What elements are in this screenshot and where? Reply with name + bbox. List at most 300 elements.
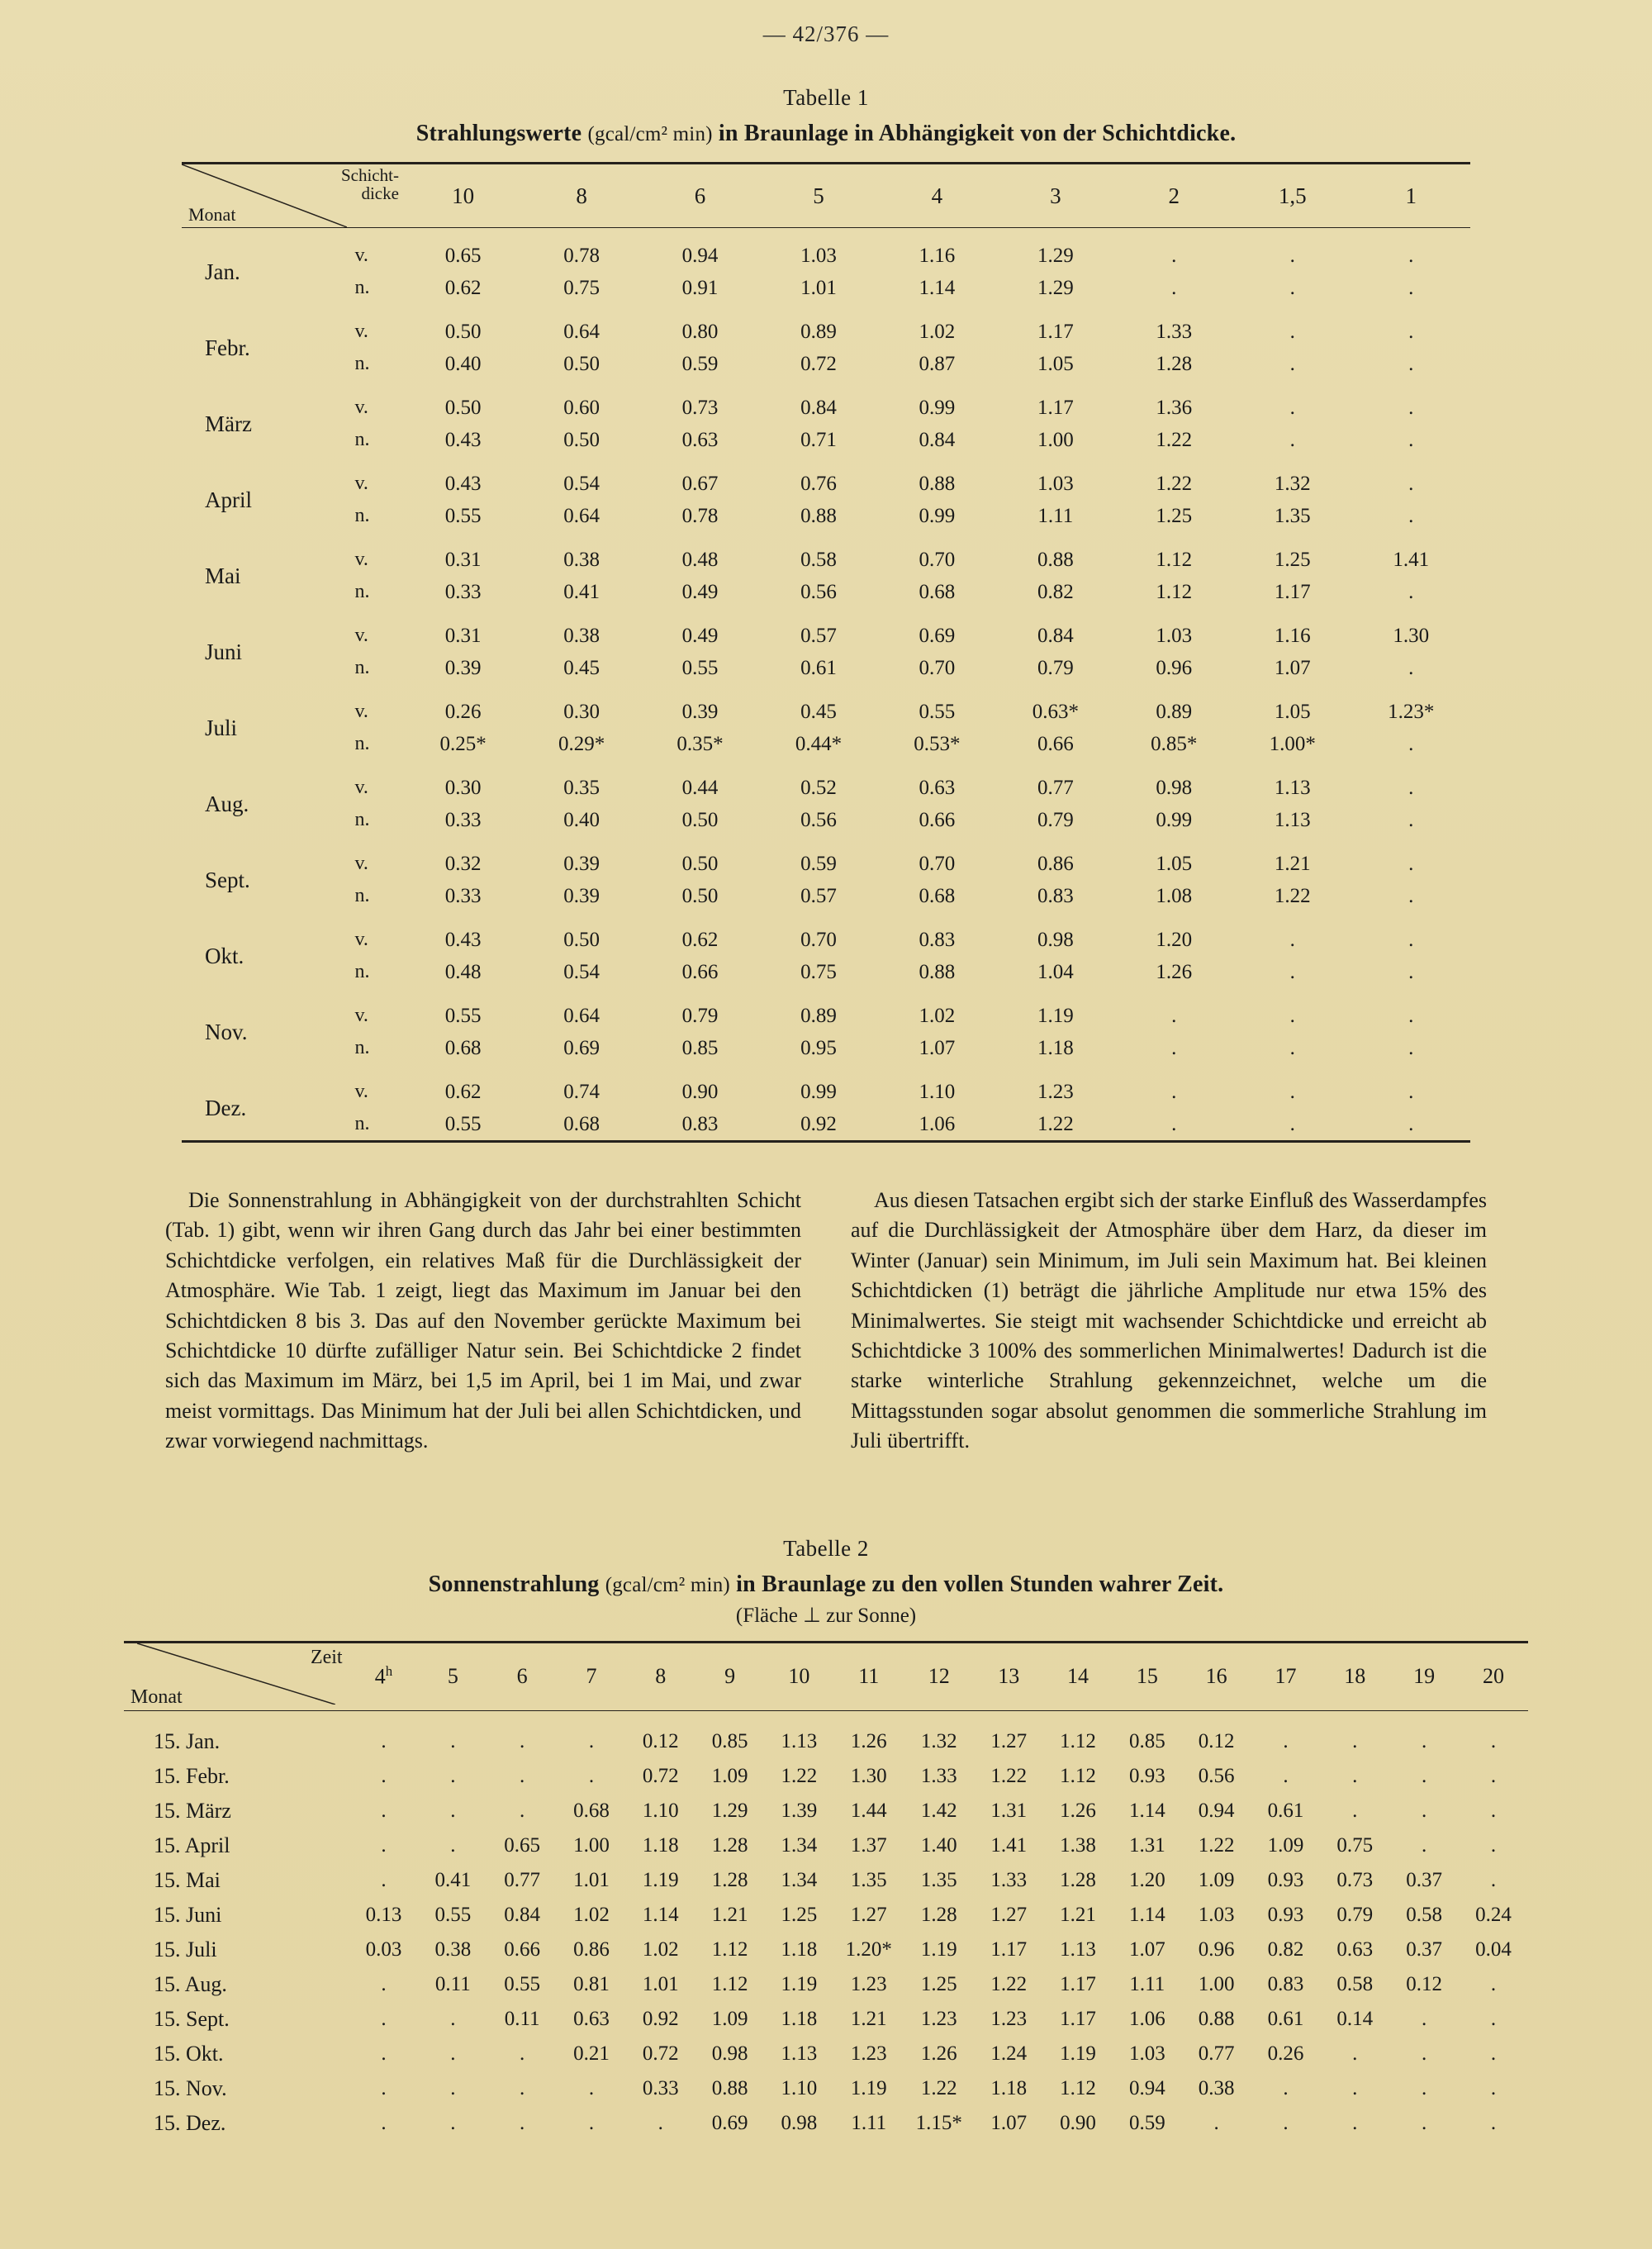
table2-cell: . — [657, 2111, 663, 2134]
table2-row — [124, 1710, 1528, 1759]
table1-cell: 0.88 — [800, 504, 837, 527]
table2-cell: 1.23 — [850, 1972, 887, 1995]
table1-cell: 0.62 — [444, 276, 482, 299]
table1-row-period: v. — [354, 473, 368, 494]
table1-cell: 0.40 — [444, 352, 482, 375]
table1-cell: . — [1289, 1080, 1295, 1103]
table1-cell: 1.29 — [1037, 276, 1074, 299]
table1-cell: 1.06 — [919, 1112, 956, 1135]
table2-cell: 1.20 — [1128, 1868, 1165, 1891]
table1-cell: 0.61 — [800, 656, 837, 679]
table1-cell: . — [1408, 732, 1414, 755]
table1-cell: 0.67 — [681, 472, 719, 495]
table1-cell: 0.63 — [919, 776, 956, 799]
table1-cell: 0.68 — [919, 580, 956, 603]
table2-cell: . — [1490, 2007, 1497, 2030]
table2-cell: 0.94 — [1128, 2076, 1165, 2099]
table1-cell: 0.50 — [563, 928, 600, 951]
table1-row — [182, 1108, 1470, 1142]
table1-row-period: v. — [354, 853, 368, 874]
table1-row-month: Mai — [205, 563, 241, 588]
table1-caption-units: (gcal/cm² min) — [587, 123, 713, 145]
table1-cell: 0.88 — [919, 960, 956, 983]
table1-cell: 0.85* — [1151, 732, 1198, 755]
table1-cell: 0.85 — [681, 1036, 719, 1059]
table2-cell: 1.12 — [1060, 1764, 1096, 1787]
table1-cell: 1.17 — [1037, 396, 1074, 419]
table1-cell: 1.26 — [1156, 960, 1193, 983]
table2-cell: . — [1352, 2111, 1358, 2134]
table1-head — [182, 164, 1470, 228]
table1-cell: . — [1408, 960, 1414, 983]
table2-cell: 0.11 — [504, 2007, 540, 2030]
table1-cell: 1.20 — [1156, 928, 1193, 951]
table1-cell: 0.70 — [919, 852, 956, 875]
table2-cell: 1.00 — [573, 1833, 610, 1857]
table2-cell: . — [381, 1799, 387, 1822]
table1-cell: 0.43 — [444, 428, 482, 451]
table1-cell: 0.31 — [444, 624, 482, 647]
table1-cell: 0.59 — [800, 852, 837, 875]
table2-cell: 0.37 — [1406, 1938, 1442, 1961]
table1-row — [182, 956, 1470, 988]
table2-caption-sub: (Fläche ⊥ zur Sonne) — [735, 1604, 917, 1627]
table2-cell: 1.17 — [1060, 1972, 1096, 1995]
table1-cell: 0.57 — [800, 884, 837, 907]
table2-cell: 1.29 — [711, 1799, 748, 1822]
table2-cell: 0.56 — [1198, 1764, 1235, 1787]
table2-cell: 1.20* — [845, 1938, 892, 1961]
table2-cell: 0.68 — [573, 1799, 610, 1822]
table2-cell: 1.03 — [1198, 1903, 1235, 1926]
table2-cell: . — [1490, 1868, 1497, 1891]
table2-cell: 1.33 — [920, 1764, 957, 1787]
table2-cell: . — [1421, 1799, 1427, 1822]
table1-cell: . — [1408, 580, 1414, 603]
table2-cell: . — [588, 2111, 595, 2134]
table2-cell: 1.26 — [850, 1729, 887, 1752]
table1-cell: 0.49 — [681, 624, 719, 647]
table2-cell: 1.21 — [711, 1903, 748, 1926]
table1-cell: 0.88 — [919, 472, 956, 495]
table1-corner-label-top — [341, 166, 399, 202]
table2-row-date: 15. Jan. — [154, 1728, 221, 1753]
table1-cell: 0.43 — [444, 928, 482, 951]
table1-row — [182, 424, 1470, 456]
table2-cell: 0.90 — [1060, 2111, 1096, 2134]
table2-cell: . — [520, 1799, 525, 1822]
table1-cell: 0.66 — [681, 960, 719, 983]
table1-cell: 0.69 — [919, 624, 956, 647]
table2-cell: 1.19 — [1060, 2042, 1096, 2065]
table2-cell: . — [1283, 2111, 1289, 2134]
table1-cell: 1.22 — [1156, 428, 1193, 451]
table1-cell: 0.83 — [919, 928, 956, 951]
table2-header-row — [124, 1642, 1528, 1710]
table2-cell: 1.18 — [990, 2076, 1028, 2099]
table2-row — [124, 2037, 1528, 2071]
table1-cell: . — [1289, 428, 1295, 451]
table1-cell: 0.99 — [919, 504, 956, 527]
body-paragraph-left: Die Sonnenstrahlung in Abhängigkeit von der durchstrahlten Schicht (Tab. 1) gibt, wenn wir ihren Gang durch das Jahr bei einer bestimmten Schichtdicke verfolgen, ein relatives Maß für die Durchlässigkeit der Atmosphäre. Wie Tab. 1 zeigt, liegt das Maximum im Januar bei den Schichtdicken 8 bis 3. Das auf den November gerückte Maximum bei Schichtdicke 10 dürfte zufälliger Natur sein. Bei Schichtdicke 2 findet sich das Maximum im März, bei 1,5 im April, bei 1 im Mai, und zwar meist vormittags. Das Minimum hat der Juli bei allen Schichtdicken, und zwar vorwiegend nachmittags. — [165, 1188, 801, 1453]
table2-row — [124, 1828, 1528, 1863]
table2-cell: 0.63 — [573, 2007, 610, 2030]
table1-cell: 1.19 — [1037, 1004, 1074, 1027]
table1-cell: 1.14 — [919, 276, 956, 299]
table1-cell: 0.76 — [800, 472, 837, 495]
table2-cell: . — [1213, 2111, 1219, 2134]
table2-cell: 1.25 — [781, 1903, 818, 1926]
table1-cell: 0.54 — [563, 472, 600, 495]
table2-cell: . — [1490, 1833, 1497, 1857]
table1-cell: . — [1408, 928, 1414, 951]
table2-cell: 1.26 — [920, 2042, 957, 2065]
table2-row — [124, 2106, 1528, 2141]
table1-cell: 1.02 — [919, 1004, 956, 1027]
table2-cell: . — [1352, 1799, 1358, 1822]
table1-cell: . — [1171, 1080, 1177, 1103]
table2-cell: 1.22 — [781, 1764, 818, 1787]
table2-cell: . — [381, 2007, 387, 2030]
table1-row — [182, 728, 1470, 760]
table1-row-month: Okt. — [205, 943, 244, 968]
table2-cell: 1.22 — [990, 1972, 1028, 1995]
table2-cell: 0.98 — [711, 2042, 748, 2065]
table1-cell: . — [1408, 808, 1414, 831]
table1-cell: . — [1408, 1112, 1414, 1135]
table2-cell: 1.19 — [781, 1972, 818, 1995]
table2-cell: 0.88 — [711, 2076, 748, 2099]
table2-cell: . — [520, 2042, 525, 2065]
table1-cell: 0.71 — [800, 428, 837, 451]
table2-cell: 0.86 — [573, 1938, 610, 1961]
table1-row — [182, 608, 1470, 652]
table2-cell: 0.13 — [365, 1903, 402, 1926]
table2-cell: 0.83 — [1267, 1972, 1304, 1995]
table1-cell: 0.66 — [919, 808, 956, 831]
table1-cell: . — [1408, 1004, 1414, 1027]
table1-cell: 1.33 — [1156, 320, 1193, 343]
table2-cell: 0.94 — [1198, 1799, 1235, 1822]
table1-cell: 0.92 — [800, 1112, 837, 1135]
table2-cell: 1.11 — [851, 2111, 887, 2134]
table1 — [182, 162, 1470, 1143]
table1-cell: 0.83 — [1037, 884, 1074, 907]
table1-cell: . — [1289, 960, 1295, 983]
table2-col-header: 10 — [788, 1664, 810, 1689]
table2-caption-units: (gcal/cm² min) — [605, 1573, 730, 1596]
table1-row — [182, 272, 1470, 304]
table1-row-period: v. — [354, 701, 368, 722]
table1-row-month: Nov. — [205, 1019, 248, 1044]
table2-cell: 1.21 — [1060, 1903, 1096, 1926]
table1-cell: 0.69 — [563, 1036, 600, 1059]
table2-cell: 1.25 — [920, 1972, 957, 1995]
table2-row-date: 15. April — [154, 1833, 230, 1857]
table1-cell: 1.23 — [1037, 1080, 1074, 1103]
table1-cell: 0.99 — [919, 396, 956, 419]
table2-cell: . — [1352, 2076, 1358, 2099]
table2-col-header: 8 — [655, 1664, 667, 1689]
table1-cell: 1.22 — [1037, 1112, 1074, 1135]
table2-row-date: 15. März — [154, 1798, 231, 1823]
table1-cell: 0.64 — [563, 504, 600, 527]
table2-cell: 0.69 — [711, 2111, 748, 2134]
table2-cell: . — [588, 1764, 595, 1787]
table2-cell: 0.92 — [642, 2007, 679, 2030]
table2-row — [124, 1863, 1528, 1898]
table2-cell: 1.12 — [711, 1972, 748, 1995]
table2-cell: . — [450, 1799, 456, 1822]
table1-cell: . — [1171, 1112, 1177, 1135]
table1-cell: 0.89 — [1156, 700, 1193, 723]
table1-row-period: v. — [354, 397, 368, 418]
table2-row — [124, 1759, 1528, 1794]
table1-row — [182, 652, 1470, 684]
table2-cell: 0.88 — [1198, 2007, 1235, 2030]
table1-cell: 0.72 — [800, 352, 837, 375]
table1-corner-cell — [182, 164, 404, 228]
table1-cell: 0.44* — [795, 732, 843, 755]
table2-row-date: 15. Febr. — [154, 1763, 230, 1788]
table1-cell: 0.75 — [563, 276, 600, 299]
table1-cell: . — [1408, 504, 1414, 527]
table1-cell: . — [1408, 1036, 1414, 1059]
table2-cell: 1.15* — [915, 2111, 962, 2134]
table2-cell: 0.75 — [1336, 1833, 1374, 1857]
table2-cell: 0.65 — [504, 1833, 540, 1857]
table1-cell: 0.48 — [681, 548, 719, 571]
table1-row-month: März — [205, 411, 252, 436]
table1-cell: 0.49 — [681, 580, 719, 603]
table1-col-header: 10 — [452, 183, 475, 208]
table2-cell: . — [520, 2076, 525, 2099]
table1-row — [182, 912, 1470, 956]
table1-cell: 0.52 — [800, 776, 837, 799]
table1-cell: 0.40 — [563, 808, 600, 831]
table2-cell: 1.13 — [781, 1729, 818, 1752]
table1-cell: 1.18 — [1037, 1036, 1074, 1059]
table1-cell: 0.54 — [563, 960, 600, 983]
table2-cell: . — [1352, 1729, 1358, 1752]
table2-cell: 1.18 — [781, 2007, 818, 2030]
table1-row-month: April — [205, 487, 252, 512]
table1-cell: . — [1408, 884, 1414, 907]
table2-cell: . — [1490, 2042, 1497, 2065]
table2-cell: 0.98 — [781, 2111, 818, 2134]
table2-cell: 0.24 — [1475, 1903, 1512, 1926]
table1-cell: 1.05 — [1037, 352, 1074, 375]
table2-cell: 1.00 — [1198, 1972, 1235, 1995]
table2-caption-part2: in Braunlage zu den vollen Stunden wahrer Zeit. — [736, 1571, 1224, 1597]
table1-cell: 0.50 — [563, 428, 600, 451]
table2-cell: . — [520, 2111, 525, 2134]
table1-cell: . — [1408, 244, 1414, 267]
table1-cell: 0.38 — [563, 624, 600, 647]
table1-row — [182, 1032, 1470, 1064]
table1-caption-part2: in Braunlage in Abhängigkeit von der Schichtdicke. — [718, 121, 1237, 146]
table1-corner-label-top-line1: Schicht- — [340, 165, 399, 185]
table2-cell: . — [381, 1833, 387, 1857]
table1-cell: 1.22 — [1156, 472, 1193, 495]
table1-row — [182, 988, 1470, 1032]
table1-cell: 1.00* — [1269, 732, 1316, 755]
table2-cell: 0.33 — [642, 2076, 679, 2099]
table1-cell: 0.55 — [444, 1112, 482, 1135]
table1-row-month: Sept. — [205, 867, 250, 892]
table1-cell: 1.05 — [1274, 700, 1311, 723]
table2-cell: 1.09 — [711, 1764, 748, 1787]
table2-row — [124, 1794, 1528, 1828]
table2-row-date: 15. Juni — [154, 1902, 222, 1927]
table1-cell: 0.30 — [563, 700, 600, 723]
table1-row-month: Jan. — [205, 259, 240, 284]
table1-col-header: 6 — [694, 183, 706, 208]
table1-cell: 0.63* — [1032, 700, 1079, 723]
table2-col-header: 17 — [1275, 1664, 1297, 1689]
table2-cell: 1.40 — [920, 1833, 957, 1857]
table2-cell: 0.55 — [504, 1972, 540, 1995]
table2-cell: 0.72 — [642, 2042, 679, 2065]
table2-cell: . — [1283, 1729, 1289, 1752]
table2-cell: . — [381, 1729, 387, 1752]
table2-cell: . — [1421, 1764, 1427, 1787]
table2-cell: 1.32 — [920, 1729, 957, 1752]
table2-cell: 1.09 — [1267, 1833, 1304, 1857]
table2-cell: 1.12 — [1060, 1729, 1096, 1752]
table1-cell: 1.02 — [919, 320, 956, 343]
table1-cell: 0.63 — [681, 428, 719, 451]
table1-cell: . — [1408, 276, 1414, 299]
table2-cell: 0.93 — [1267, 1903, 1304, 1926]
table2-col-header: 12 — [928, 1664, 950, 1689]
table1-row — [182, 532, 1470, 576]
table1-cell: 0.50 — [681, 808, 719, 831]
table1-cell: 0.75 — [800, 960, 837, 983]
table1-cell: 0.99 — [1156, 808, 1193, 831]
table2-cell: 1.03 — [1128, 2042, 1165, 2065]
table2-row-date: 15. Juli — [154, 1937, 217, 1961]
table1-cell: . — [1408, 320, 1414, 343]
table2-cell: . — [381, 1764, 387, 1787]
table1-row — [182, 836, 1470, 880]
table2-cell: 1.17 — [990, 1938, 1028, 1961]
table1-cell: 0.79 — [1037, 808, 1074, 831]
table1-row-period: v. — [354, 1005, 368, 1026]
table1-row-period: n. — [354, 809, 370, 830]
table1-caption-number: Tabelle 1 — [783, 85, 869, 110]
table2-col-header: 15 — [1136, 1664, 1158, 1689]
table1-cell: 0.25* — [439, 732, 487, 755]
table2-cell: 0.93 — [1267, 1868, 1304, 1891]
table1-cell: 0.62 — [681, 928, 719, 951]
table1-row-month: Juni — [205, 639, 243, 664]
table1-cell: 1.08 — [1156, 884, 1193, 907]
table2-cell: 1.06 — [1128, 2007, 1165, 2030]
table1-caption-part1: Strahlungswerte — [415, 121, 582, 146]
table1-row-period: n. — [354, 353, 370, 374]
table1-cell: 0.44 — [681, 776, 719, 799]
table2-cell: 1.22 — [920, 2076, 957, 2099]
table1-cell: 0.98 — [1037, 928, 1074, 951]
table1-col-header: 3 — [1050, 183, 1061, 208]
table2-cell: 0.63 — [1336, 1938, 1374, 1961]
table2-corner-cell — [124, 1642, 349, 1710]
table1-cell: 0.35 — [563, 776, 600, 799]
table2-cell: 0.58 — [1406, 1903, 1442, 1926]
table2-cell: 1.12 — [1060, 2076, 1096, 2099]
table1-row — [182, 760, 1470, 804]
table1-cell: 0.64 — [563, 320, 600, 343]
table1-cell: 1.17 — [1037, 320, 1074, 343]
table1-row — [182, 456, 1470, 500]
table1-row-period: v. — [354, 777, 368, 798]
table1-corner-label-top-line2: dicke — [361, 183, 399, 204]
table2-cell: 1.22 — [990, 1764, 1028, 1787]
table1-row-period: v. — [354, 321, 368, 342]
table2-caption-number: Tabelle 2 — [783, 1535, 869, 1561]
table2-cell: 1.28 — [711, 1833, 748, 1857]
table1-body — [182, 228, 1470, 1142]
table1-cell: 1.11 — [1037, 504, 1074, 527]
table1-cell: . — [1408, 1080, 1414, 1103]
table2-cell: 1.28 — [711, 1868, 748, 1891]
table2-cell: 1.27 — [850, 1903, 887, 1926]
table2-cell: 1.34 — [781, 1833, 818, 1857]
table2-cell: 1.19 — [850, 2076, 887, 2099]
table2-cell: 0.37 — [1406, 1868, 1442, 1891]
table1-cell: 0.62 — [444, 1080, 482, 1103]
table1-row — [182, 348, 1470, 380]
table1-cell: 1.00 — [1037, 428, 1074, 451]
table1-cell: 0.33 — [444, 808, 482, 831]
table1-col-header: 2 — [1168, 183, 1180, 208]
table1-cell: 0.70 — [800, 928, 837, 951]
table2-row-date: 15. Sept. — [154, 2006, 230, 2031]
table2-corner-label-top: Zeit — [310, 1646, 343, 1668]
table2-row-date: 15. Dez. — [154, 2110, 226, 2135]
table1-col-header: 5 — [813, 183, 824, 208]
table1-row — [182, 684, 1470, 728]
table1-cell: 0.50 — [444, 396, 482, 419]
table2-col-header: 14 — [1067, 1664, 1089, 1689]
table1-cell: . — [1408, 396, 1414, 419]
table1-cell: 0.41 — [563, 580, 600, 603]
table1-row — [182, 880, 1470, 912]
table1-cell: 0.29* — [558, 732, 605, 755]
table1-cell: 0.33 — [444, 884, 482, 907]
table2-cell: 0.73 — [1336, 1868, 1374, 1891]
table1-cell: 0.77 — [1037, 776, 1074, 799]
table2-cell: 1.24 — [990, 2042, 1028, 2065]
table1-cell: 0.78 — [681, 504, 719, 527]
page-number: — 42/376 — — [762, 21, 890, 46]
table1-row-period: v. — [354, 625, 368, 646]
table1-cell: 0.64 — [563, 1004, 600, 1027]
table1-cell: 1.30 — [1393, 624, 1430, 647]
table2-cell: 1.30 — [850, 1764, 887, 1787]
table1-cell: 1.36 — [1156, 396, 1193, 419]
table1-cell: 0.50 — [563, 352, 600, 375]
table2-cell: . — [1283, 2076, 1289, 2099]
table2-cell: 1.02 — [573, 1903, 610, 1926]
table1-cell: . — [1289, 928, 1295, 951]
table2-cell: . — [588, 1729, 595, 1752]
table1-cell: 0.55 — [919, 700, 956, 723]
table1-cell: . — [1289, 352, 1295, 375]
table1-row-month: Aug. — [205, 791, 249, 816]
table2-corner-label-bottom: Monat — [131, 1686, 183, 1708]
